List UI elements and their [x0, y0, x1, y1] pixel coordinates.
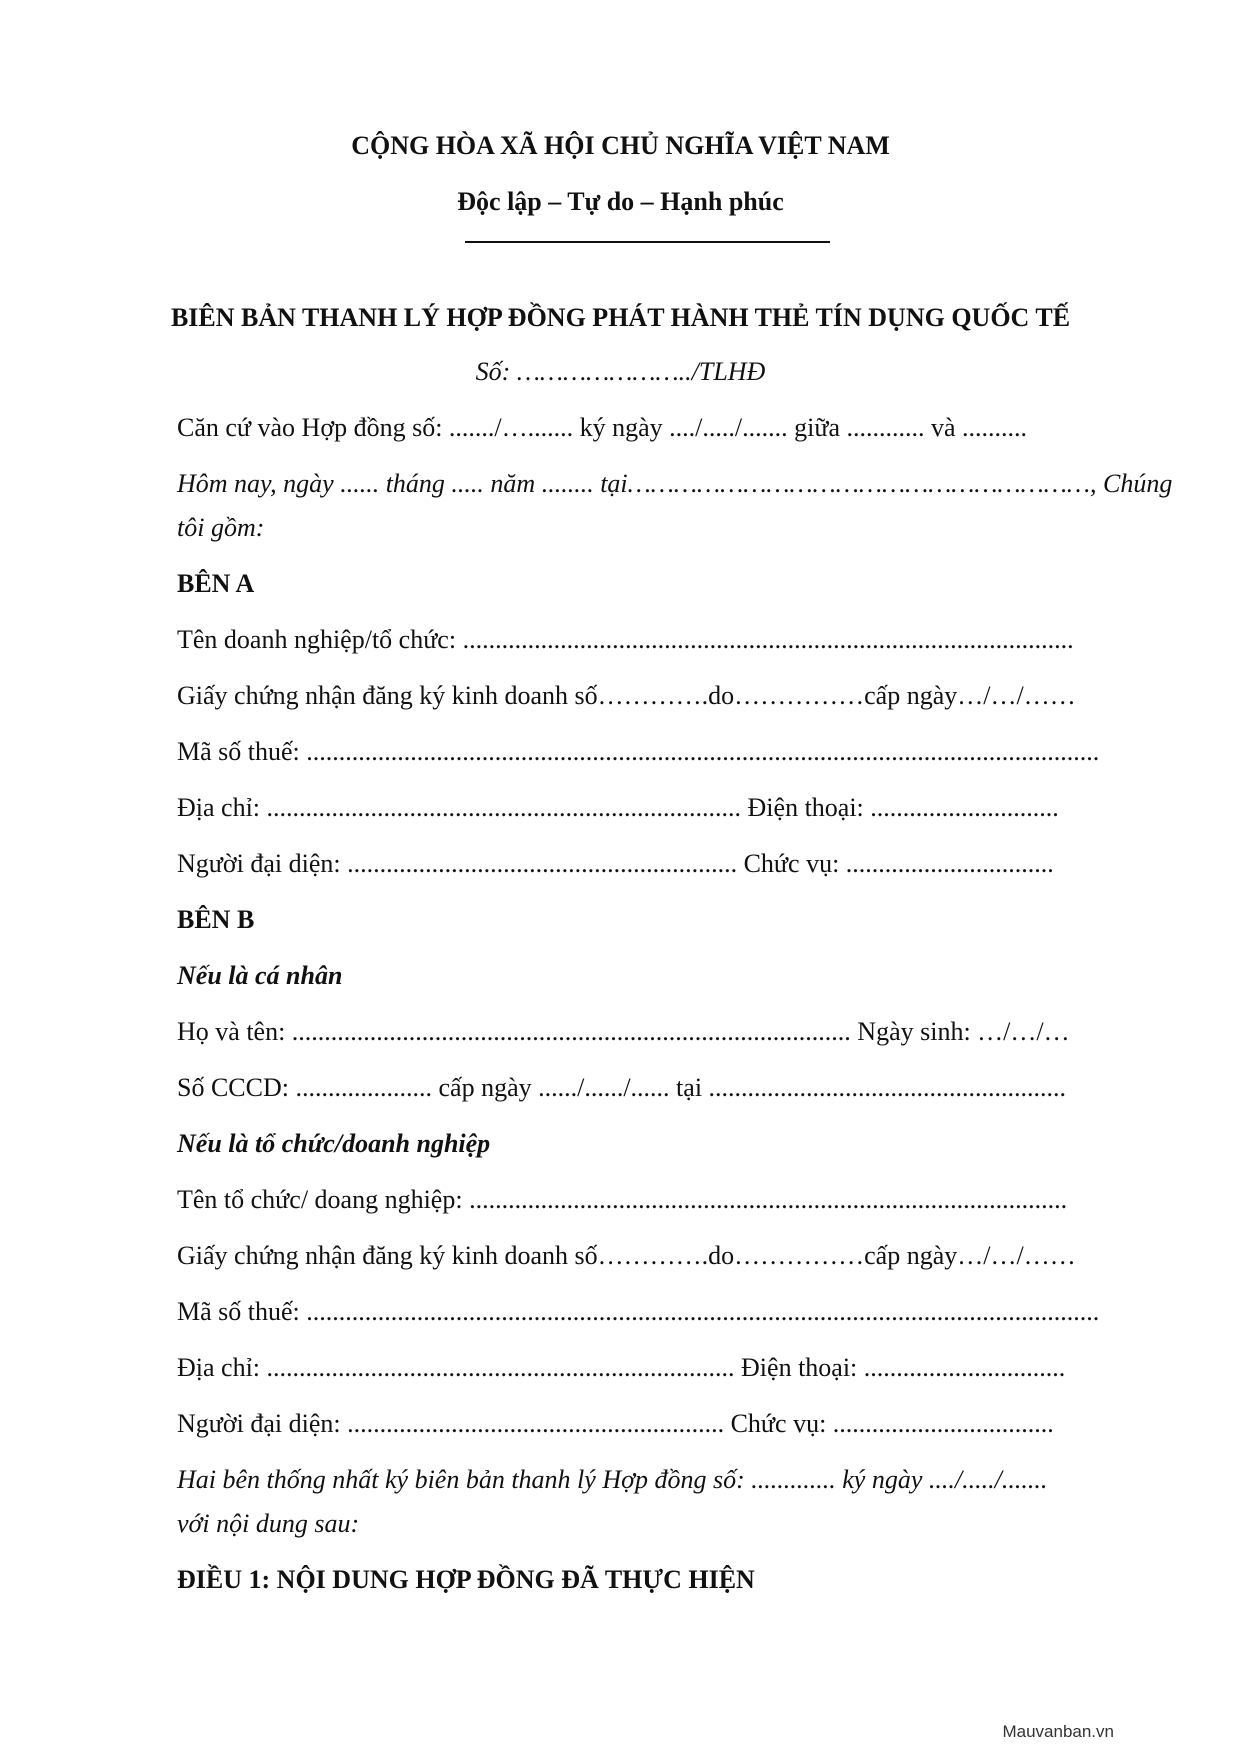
party-a-business-cert: Giấy chứng nhận đăng ký kinh doanh số………….do……………cấp ngày…/…/…… [177, 681, 1076, 710]
party-a-company-name: Tên doanh nghiệp/tổ chức: .............................................................................................. [177, 625, 1074, 654]
today-date-text: Hôm nay, ngày ...... tháng ..... năm ........ tại [177, 469, 628, 498]
party-b-heading: BÊN B [177, 905, 255, 934]
party-b-representative: Người đại diện: .......................................................... Chức vụ: .................................. [177, 1409, 1054, 1438]
today-line-1 [177, 462, 1173, 506]
motto-heading: Độc lập – Tự do – Hạnh phúc [457, 187, 784, 216]
party-b-id-card: Số CCCD: ..................... cấp ngày ....../....../...... tại ....................................................... [177, 1073, 1067, 1102]
agreement-line-1: Hai bên thống nhất ký biên bản thanh lý Hợp đồng số: ............. ký ngày ..../...../....... [177, 1465, 1048, 1494]
today-place-text: ……………………………………………………, Chúng [627, 469, 1173, 498]
source-watermark: Mauvanban.vn [1002, 1722, 1114, 1741]
country-heading: CỘNG HÒA XÃ HỘI CHỦ NGHĨA VIỆT NAM [351, 131, 890, 160]
party-b-individual-heading: Nếu là cá nhân [177, 961, 343, 990]
party-a-address: Địa chỉ: ......................................................................... Điện thoại: ............................. [177, 793, 1059, 822]
party-b-full-name: Họ và tên: ...................................................................................... Ngày sinh: …/…/… [177, 1017, 1070, 1046]
party-b-org-name: Tên tổ chức/ doang nghiệp: ............................................................................................ [177, 1185, 1068, 1214]
document-number: Số: …………………../TLHĐ [475, 357, 766, 386]
party-b-business-cert: Giấy chứng nhận đăng ký kinh doanh số………….do……………cấp ngày…/…/…… [177, 1241, 1076, 1270]
party-b-tax-code: Mã số thuế: .......................................................................................................................... [177, 1297, 1100, 1326]
party-b-address: Địa chỉ: ........................................................................ Điện thoại: ............................... [177, 1353, 1066, 1382]
agreement-line-2: với nội dung sau: [177, 1509, 360, 1538]
party-a-tax-code: Mã số thuế: .......................................................................................................................... [177, 737, 1100, 766]
article-1-heading: ĐIỀU 1: NỘI DUNG HỢP ĐỒNG ĐÃ THỰC HIỆN [177, 1565, 755, 1594]
motto-underline [465, 241, 830, 243]
contract-basis: Căn cứ vào Hợp đồng số: ......./…....... ký ngày ..../...../....... giữa ............ và .......... [177, 413, 1028, 442]
today-line-2: tôi gồm: [177, 513, 265, 542]
document-title: BIÊN BẢN THANH LÝ HỢP ĐỒNG PHÁT HÀNH THẺ TÍN DỤNG QUỐC TẾ [170, 303, 1071, 332]
party-a-representative: Người đại diện: ............................................................ Chức vụ: ................................ [177, 849, 1054, 878]
party-a-heading: BÊN A [177, 569, 255, 598]
party-b-org-heading: Nếu là tổ chức/doanh nghiệp [177, 1129, 491, 1158]
